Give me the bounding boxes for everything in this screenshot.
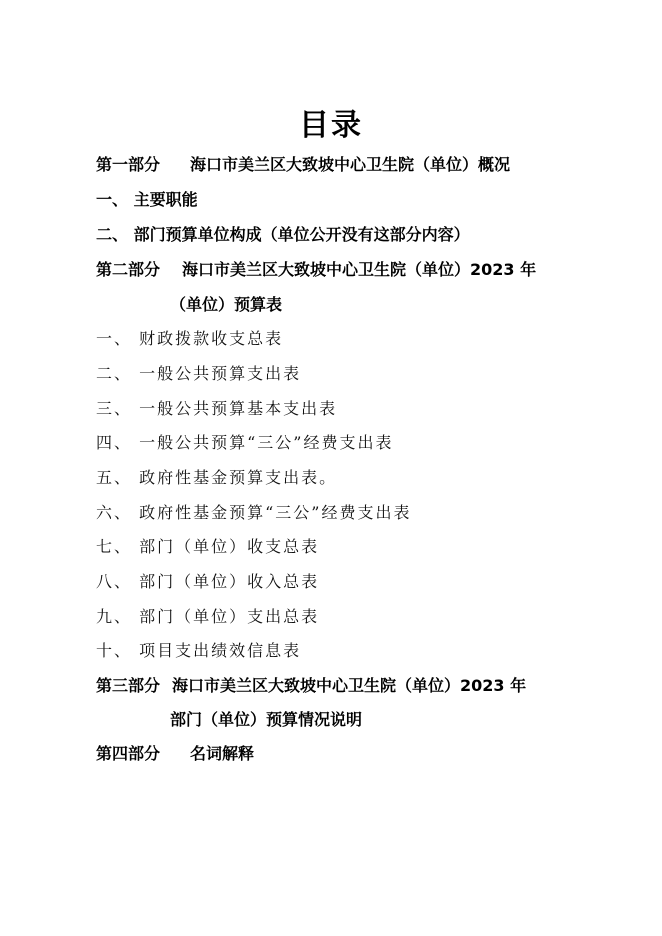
part3-text-line2: 部门（单位）预算情况说明 xyxy=(170,710,363,729)
part2-heading xyxy=(96,259,536,281)
part2-text-line1: 海口市美兰区大致坡中心卫生院（单位）2023 年 xyxy=(182,260,537,279)
part4-heading xyxy=(96,743,254,765)
part2-item-2: 二、 一般公共预算支出表 xyxy=(96,364,302,383)
part2-item-6: 六、 政府性基金预算“三公”经费支出表 xyxy=(96,503,412,522)
part1-label: 第一部分 xyxy=(96,155,161,174)
part2-item-10: 十、 项目支出绩效信息表 xyxy=(96,641,302,660)
part2-item-7: 七、 部门（单位）收支总表 xyxy=(96,537,320,556)
part2-item-8: 八、 部门（单位）收入总表 xyxy=(96,572,320,591)
part1-heading xyxy=(96,154,510,176)
part2-item-3: 三、 一般公共预算基本支出表 xyxy=(96,399,338,418)
part2-item-1: 一、 财政拨款收支总表 xyxy=(96,329,284,348)
page-title: 目录 xyxy=(299,108,363,143)
part2-item-5: 五、 政府性基金预算支出表。 xyxy=(96,468,338,487)
part3-text-line1: 海口市美兰区大致坡中心卫生院（单位）2023 年 xyxy=(172,676,527,695)
part4-text: 名词解释 xyxy=(190,744,255,763)
part4-label: 第四部分 xyxy=(96,744,161,763)
part3-heading xyxy=(96,675,526,697)
part1-item-2: 二、 部门预算单位构成（单位公开没有这部分内容） xyxy=(96,225,470,244)
part2-item-9: 九、 部门（单位）支出总表 xyxy=(96,607,320,626)
part2-text-line2: （单位）预算表 xyxy=(170,295,283,314)
part2-item-4: 四、 一般公共预算“三公”经费支出表 xyxy=(96,433,394,452)
part3-label: 第三部分 xyxy=(96,676,161,695)
part2-label: 第二部分 xyxy=(96,260,161,279)
part1-item-1: 一、 主要职能 xyxy=(96,190,198,209)
part1-text: 海口市美兰区大致坡中心卫生院（单位）概况 xyxy=(190,155,511,174)
